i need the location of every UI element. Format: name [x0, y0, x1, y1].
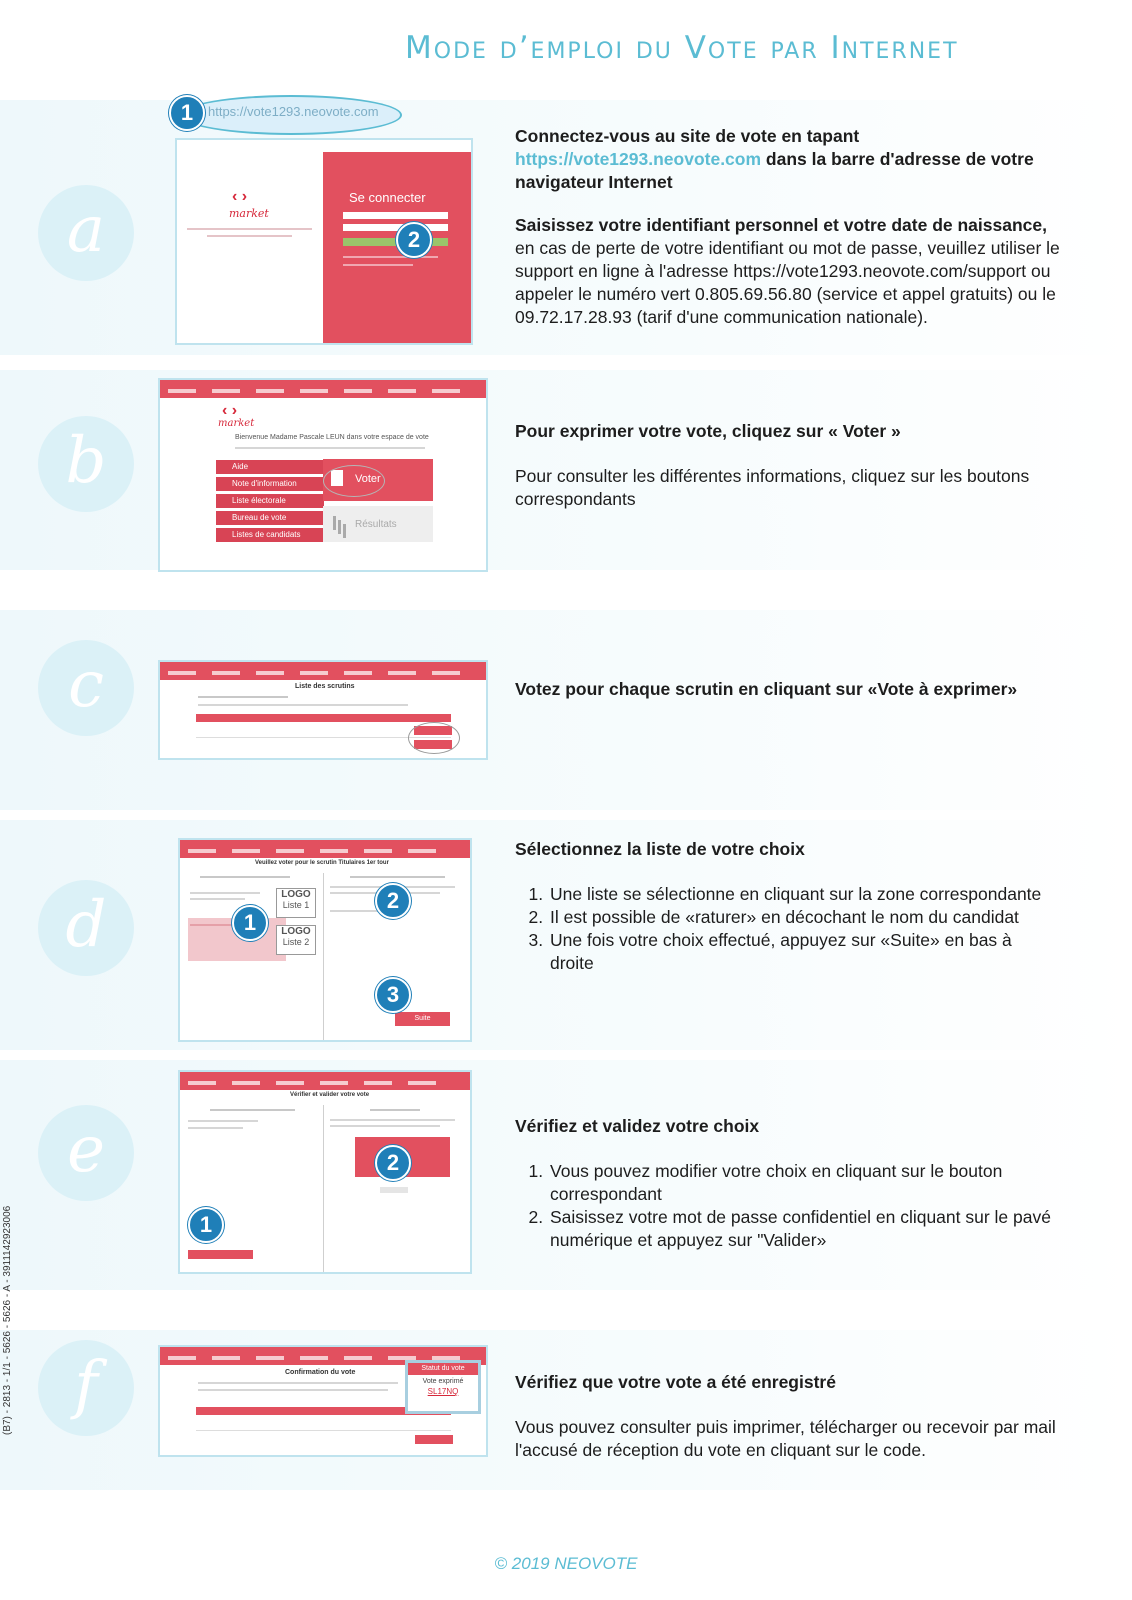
- section-a-paragraph-1: [515, 125, 1060, 194]
- login-help-line: [343, 264, 413, 266]
- step-badge-2: 2: [375, 883, 411, 919]
- list-1-logo-label: Liste 1: [282, 900, 310, 910]
- menu-aide[interactable]: Aide: [216, 460, 324, 474]
- verify-screenshot: [178, 1070, 472, 1274]
- selection-step: 2. Il est possible de «raturer» en décochant le nom du candidat: [548, 906, 1060, 929]
- selection-step: 1. Une liste se sélectionne en cliquant sur la zone correspondante: [548, 883, 1060, 906]
- step-badge-3: 3: [375, 977, 411, 1013]
- verify-step: 1. Vous pouvez modifier votre choix en cliquant sur le bouton correspondant: [548, 1160, 1060, 1206]
- verify-heading: Vérifiez et validez votre choix: [515, 1116, 760, 1136]
- menu-liste-electorale[interactable]: Liste électorale: [216, 494, 324, 508]
- section-b-text: [515, 420, 1060, 511]
- list-2-logo-label: Liste 2: [282, 937, 310, 947]
- confirmation-heading: Vérifiez que votre vote a été enregistré: [515, 1372, 836, 1392]
- copyright-footer: © 2019 NEOVOTE: [494, 1554, 638, 1573]
- nav-bar: [180, 1072, 470, 1090]
- vote-status-popup: [405, 1360, 481, 1414]
- verify-title: Vérifier et valider votre vote: [290, 1092, 370, 1098]
- step-badge-2: 2: [375, 1145, 411, 1181]
- list-2-logo-word: LOGO: [281, 926, 311, 937]
- login-left-panel: [177, 140, 323, 343]
- section-f-text: [515, 1371, 1060, 1462]
- bar-chart-icon: [333, 516, 336, 530]
- connect-instruction-end: dans la barre d'adresse de votre navigateur Internet: [515, 149, 1034, 192]
- modify-choice-button[interactable]: [188, 1250, 253, 1259]
- login-screenshot: [175, 138, 473, 345]
- section-b-paragraph-2: Pour consulter les différentes informations, cliquez sur les boutons correspondants: [515, 466, 1030, 509]
- menu-bureau-vote[interactable]: Bureau de vote: [216, 511, 324, 525]
- menu-listes-candidats[interactable]: Listes de candidats: [216, 528, 324, 542]
- ballot-list-title: Liste des scrutins: [295, 683, 355, 690]
- list-2-logo[interactable]: [276, 925, 316, 955]
- credentials-instruction: Saisissez votre identifiant personnel et votre date de naissance,: [515, 215, 1047, 235]
- right-panel-heading-line: [350, 876, 445, 878]
- support-info: en cas de perte de votre identifiant ou mot de passe, veuillez utiliser le support en ligne à l'adresse https://vote1293.neovote.com/support ou appeler le numéro vert 0.805.69.56.80 (service et appel gratuits) ou le 09.72.17.28.93 (tarif d'une communication nationale).: [515, 238, 1060, 327]
- vote-status-header: Statut du vote: [408, 1363, 478, 1375]
- list-1-line: [190, 898, 245, 900]
- vote-instruction: Pour exprimer votre vote, cliquez sur « Voter »: [515, 421, 901, 441]
- page-title: Mode d’emploi du Vote par Internet: [405, 30, 959, 66]
- confirmation-note-line: [198, 1389, 388, 1391]
- choice-line: [188, 1127, 243, 1129]
- brand-mark-icon: ‹ ›: [222, 402, 238, 419]
- selection-heading: Sélectionnez la liste de votre choix: [515, 839, 805, 859]
- home-screenshot: [158, 378, 488, 572]
- section-b-paragraph-1: [515, 420, 1060, 443]
- menu-note-information[interactable]: Note d'information: [216, 477, 324, 491]
- ballot-note-line: [198, 696, 288, 698]
- ballot-table-header: [196, 714, 451, 722]
- step-badge-2: 2: [396, 222, 432, 258]
- step-badge-1: 1: [232, 905, 268, 941]
- instruction-line: [330, 1125, 440, 1127]
- valider-button[interactable]: [380, 1187, 408, 1193]
- confirmation-note-line: [198, 1382, 398, 1384]
- nav-bar: [160, 662, 486, 680]
- section-a-text: [515, 125, 1060, 329]
- voter-label: Voter: [355, 473, 381, 485]
- login-blurb-line: [207, 235, 292, 237]
- verify-steps: [515, 1160, 1060, 1252]
- confirmation-table-row: [196, 1418, 451, 1431]
- vote-receipt-code[interactable]: SL17NQ: [427, 1387, 459, 1396]
- brand-logo-text: market: [229, 207, 269, 220]
- welcome-subline: [235, 447, 425, 449]
- left-panel-heading-line: [210, 1109, 295, 1111]
- step-letter-c: c: [38, 640, 134, 736]
- login-id-input[interactable]: [343, 212, 448, 219]
- section-d-heading: [515, 838, 1060, 861]
- selection-title: Veuillez voter pour le scrutin Titulaires 1er tour: [255, 860, 389, 866]
- login-blurb-line: [187, 228, 312, 230]
- panel-divider: [323, 1105, 324, 1272]
- ballot-instruction: Votez pour chaque scrutin en cliquant sur «Vote à exprimer»: [515, 679, 1018, 699]
- section-d-text: [515, 838, 1060, 975]
- vote-site-link[interactable]: https://vote1293.neovote.com: [515, 149, 762, 169]
- nav-bar: [160, 380, 486, 398]
- section-f-heading: [515, 1371, 1060, 1394]
- section-c-paragraph-1: [515, 678, 1060, 701]
- right-panel-heading-line: [370, 1109, 420, 1111]
- voter-highlight-circle: [323, 465, 385, 497]
- voter-button[interactable]: [323, 459, 433, 501]
- confirmation-table-row: [196, 1433, 451, 1445]
- vote-button-highlight-circle: [408, 722, 460, 754]
- panel-divider: [323, 873, 324, 1040]
- url-bar-text: https://vote1293.neovote.com: [208, 104, 379, 119]
- step-badge-1: 1: [188, 1207, 224, 1243]
- vote-status-label: Vote exprimé: [422, 1378, 464, 1385]
- step-letter-d: d: [38, 880, 134, 976]
- left-panel-heading-line: [200, 876, 290, 878]
- verify-step: 2. Saisissez votre mot de passe confidentiel en cliquant sur le pavé numérique et appuyez sur "Valider»: [548, 1206, 1060, 1252]
- confirmation-title: Confirmation du vote: [285, 1369, 356, 1376]
- welcome-text: Bienvenue Madame Pascale LEUN dans votre espace de vote: [235, 434, 429, 441]
- selection-steps: [515, 883, 1060, 975]
- confirmation-info: Vous pouvez consulter puis imprimer, télécharger ou recevoir par mail l'accusé de réception du vote en cliquant sur le code.: [515, 1417, 1056, 1460]
- suite-button[interactable]: Suite: [395, 1012, 450, 1026]
- step-letter-a: a: [38, 185, 134, 281]
- step-badge-1: 1: [169, 95, 205, 131]
- step-letter-f: f: [38, 1340, 134, 1436]
- results-button[interactable]: [323, 506, 433, 542]
- section-e-heading: [515, 1115, 1060, 1138]
- side-reference-code: (B7) - 2813 - 1/1 - 5626 - 5626 - A - 3911142923006: [2, 1205, 13, 1435]
- list-1-logo-word: LOGO: [281, 889, 311, 900]
- connect-instruction: Connectez-vous au site de vote en tapant: [515, 126, 860, 146]
- receipt-button[interactable]: [415, 1435, 453, 1444]
- login-date-input[interactable]: [343, 224, 448, 231]
- section-e-text: [515, 1115, 1060, 1252]
- list-1-logo[interactable]: [276, 888, 316, 918]
- brand-logo-text: market: [218, 418, 255, 429]
- list-1-line: [190, 892, 260, 894]
- brand-mark-icon: ‹ ›: [232, 188, 248, 205]
- step-letter-b: b: [38, 416, 134, 512]
- list-selection-screenshot: [178, 838, 472, 1042]
- results-label: Résultats: [355, 519, 397, 530]
- nav-bar: [180, 840, 470, 858]
- ballot-list-screenshot: [158, 660, 488, 760]
- login-title: Se connecter: [349, 190, 426, 205]
- instruction-line: [330, 1119, 455, 1121]
- login-help-line: [343, 256, 438, 258]
- section-a-paragraph-2: [515, 214, 1060, 329]
- choice-line: [188, 1120, 258, 1122]
- step-letter-e: e: [38, 1105, 134, 1201]
- section-c-text: [515, 678, 1060, 701]
- selection-step: 3. Une fois votre choix effectué, appuyez sur «Suite» en bas à droite: [548, 929, 1060, 975]
- ballot-note-line: [198, 704, 408, 706]
